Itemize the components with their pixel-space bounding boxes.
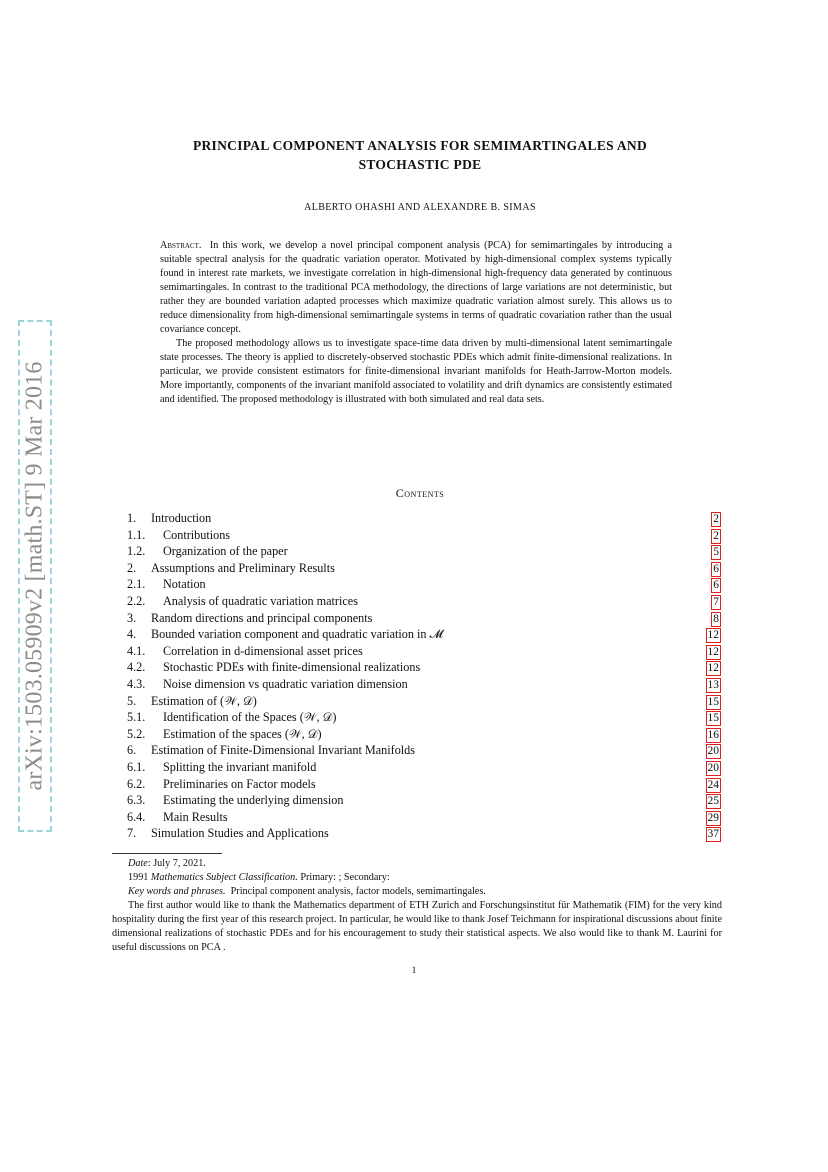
toc-entry-title: Noise dimension vs quadratic variation dimension [163, 676, 408, 691]
abstract-label: Abstract. [160, 240, 202, 251]
footnote-date [112, 857, 722, 871]
toc-entry-number: 4.2. [127, 660, 146, 675]
toc-page-link[interactable]: 16 [707, 728, 719, 741]
toc-page-link[interactable]: 6 [713, 562, 719, 575]
contents-heading: Contents [395, 486, 445, 500]
footnote-keywords [112, 885, 722, 899]
toc-entry [127, 626, 721, 643]
date-value: : July 7, 2021. [147, 858, 206, 869]
footnote-rule [112, 853, 222, 854]
toc-entry-number: 6. [127, 743, 137, 758]
toc-page-link[interactable]: 12 [707, 645, 719, 658]
arxiv-stamp-text: arXiv:1503.05909v2 [math.ST] 9 Mar 2016 [21, 361, 48, 791]
toc-entry [127, 776, 721, 793]
toc-entry-title: Assumptions and Preliminary Results [151, 560, 335, 575]
paper-title [120, 136, 720, 174]
toc-page-link[interactable]: 7 [713, 595, 719, 608]
toc-entry [127, 593, 721, 610]
toc-page-link[interactable]: 12 [707, 629, 719, 642]
toc-entry-title: Estimation of (𝒲, 𝒟) [151, 693, 257, 708]
toc-entry [127, 709, 721, 726]
toc-entry-title: Contributions [163, 527, 231, 542]
toc-page-link[interactable]: 12 [707, 662, 719, 675]
toc-entry-title: Estimation of the spaces (𝒲, 𝒟) [163, 726, 322, 741]
footnote-msc [112, 871, 722, 885]
toc-page-link[interactable]: 37 [707, 828, 719, 841]
toc-entry-title: Notation [163, 577, 206, 592]
toc-entry-title: Identification of the Spaces (𝒲, 𝒟) [163, 710, 337, 725]
toc-entry [127, 527, 721, 544]
abstract-text-1: In this work, we develop a novel principal component analysis (PCA) for semimartingales by introducing a suitable spectral analysis for the quadratic variation operator. Motivated by high-dimensional complex systems typically found in interest rate markets, we investigate correlation in high-dimensional high-frequency data generated by continuous semimartingales. In contrast to the traditional PCA methodology, the directions of large variations are not deterministic, but rather they are bounded variation adapted processes which maximize quadratic variation almost surely. This allows us to reduce dimensionality from high-dimensional semimartingale systems in terms of quadratic covariation rather than the usual covariance concept. [160, 240, 672, 335]
toc-entry [127, 759, 721, 776]
table-of-contents [127, 510, 721, 842]
toc-entry-number: 3. [127, 610, 137, 625]
toc-entry-title: Preliminaries on Factor models [163, 776, 316, 791]
toc-entry-title: Estimating the underlying dimension [163, 793, 344, 808]
toc-page-link[interactable]: 13 [707, 678, 719, 691]
toc-entry [127, 676, 721, 693]
toc-entry-title: Main Results [163, 809, 228, 824]
toc-entry [127, 825, 721, 842]
footnote-acknowledgement: The first author would like to thank the Mathematics department of ETH Zurich and Forschungsinstitut für Mathematik (FIM) for the very kind hospitality during the first year of this research project. In particular, he would like to thank Josef Teichmann for inspirational discussions about finite dimensional realizations of stochastic PDEs and for his encouragement to study their statistical aspects. We also would like to thank M. Laurini for useful discussions on PCA . [112, 900, 722, 953]
toc-entry-number: 4.3. [127, 676, 146, 691]
toc-entry-number: 2. [127, 560, 137, 575]
msc-label: Mathematics Subject Classification. [150, 872, 298, 883]
toc-entry-title: Introduction [151, 511, 212, 525]
toc-entry-number: 1. [127, 511, 137, 525]
authors: ALBERTO OHASHI AND ALEXANDRE B. SIMAS [304, 202, 536, 213]
toc-entry [127, 543, 721, 560]
toc-entry [127, 693, 721, 710]
toc-entry [127, 560, 721, 577]
toc-entry-number: 2.1. [127, 577, 146, 592]
toc-page-link[interactable]: 20 [707, 761, 719, 774]
toc-page-link[interactable]: 20 [707, 745, 719, 758]
toc-entry-number: 5.2. [127, 726, 146, 741]
toc-entry-title: Estimation of Finite-Dimensional Invariant Manifolds [151, 743, 416, 758]
toc-entry-title: Analysis of quadratic variation matrices [163, 593, 358, 608]
toc-entry-title: Correlation in d-dimensional asset prices [163, 643, 363, 658]
arxiv-stamp [18, 320, 52, 832]
abstract-paragraph-1 [160, 239, 672, 337]
toc-entry-number: 5. [127, 693, 137, 708]
abstract [160, 239, 672, 407]
toc-page-link[interactable]: 6 [713, 579, 719, 592]
msc-year: 1991 [128, 872, 149, 883]
toc-entry [127, 643, 721, 660]
msc-value: Primary: ; Secondary: [300, 872, 390, 883]
page-number: 1 [411, 966, 417, 976]
toc-entry-number: 4.1. [127, 643, 146, 658]
title-line-1: PRINCIPAL COMPONENT ANALYSIS FOR SEMIMARTINGALES AND [192, 138, 648, 153]
toc-entry-number: 2.2. [127, 593, 146, 608]
toc-entry-number: 6.3. [127, 793, 146, 808]
toc-entry-number: 1.1. [127, 527, 146, 542]
toc-entry-number: 1.2. [127, 544, 146, 559]
toc-entry [127, 742, 721, 759]
toc-entry-number: 7. [127, 826, 137, 841]
toc-entry-title: Bounded variation component and quadratic variation in 𝓜 [151, 627, 444, 642]
toc-entry [127, 510, 721, 527]
toc-entry-title: Simulation Studies and Applications [151, 826, 329, 841]
toc-entry-number: 6.4. [127, 809, 146, 824]
toc-page-link[interactable]: 24 [707, 778, 719, 791]
toc-page-link[interactable]: 15 [707, 712, 719, 725]
toc-entry [127, 726, 721, 743]
toc-entry-number: 6.1. [127, 759, 146, 774]
toc-page-link[interactable]: 5 [713, 546, 719, 559]
toc-page-link[interactable]: 2 [713, 513, 719, 525]
toc-entry [127, 809, 721, 826]
date-label: Date [128, 858, 148, 869]
toc-entry [127, 576, 721, 593]
keywords-value: Principal component analysis, factor models, semimartingales. [230, 886, 486, 897]
toc-entry [127, 610, 721, 627]
toc-entry [127, 792, 721, 809]
toc-entry-number: 5.1. [127, 710, 146, 725]
toc-entry-title: Random directions and principal components [151, 610, 373, 625]
toc-entry-title: Organization of the paper [163, 544, 288, 559]
toc-entry-number: 6.2. [127, 776, 146, 791]
toc-page-link[interactable]: 25 [707, 795, 719, 808]
toc-entry-number: 4. [127, 627, 137, 642]
toc-entry-title: Stochastic PDEs with finite-dimensional realizations [163, 660, 421, 675]
title-line-2: STOCHASTIC PDE [358, 157, 482, 172]
toc-entry-title: Splitting the invariant manifold [163, 759, 317, 774]
toc-entry [127, 659, 721, 676]
keywords-label: Key words and phrases. [128, 886, 226, 897]
toc-page-link[interactable]: 15 [707, 695, 719, 708]
footnotes [112, 857, 722, 955]
toc-page-link[interactable]: 2 [713, 529, 719, 542]
toc-page-link[interactable]: 29 [707, 811, 719, 824]
toc-page-link[interactable]: 8 [713, 612, 719, 625]
abstract-paragraph-2: The proposed methodology allows us to investigate space-time data driven by multi-dimensional latent semimartingale state processes. The theory is applied to discretely-observed stochastic PDEs which admit finite-dimensional realizations. In particular, we provide consistent estimators for finite-dimensional invariant manifolds for Heath-Jarrow-Morton models. More importantly, components of the invariant manifold associated to volatility and drift dynamics are consistently estimated and identified. The proposed methodology is illustrated with both simulated and real data sets. [160, 338, 672, 405]
